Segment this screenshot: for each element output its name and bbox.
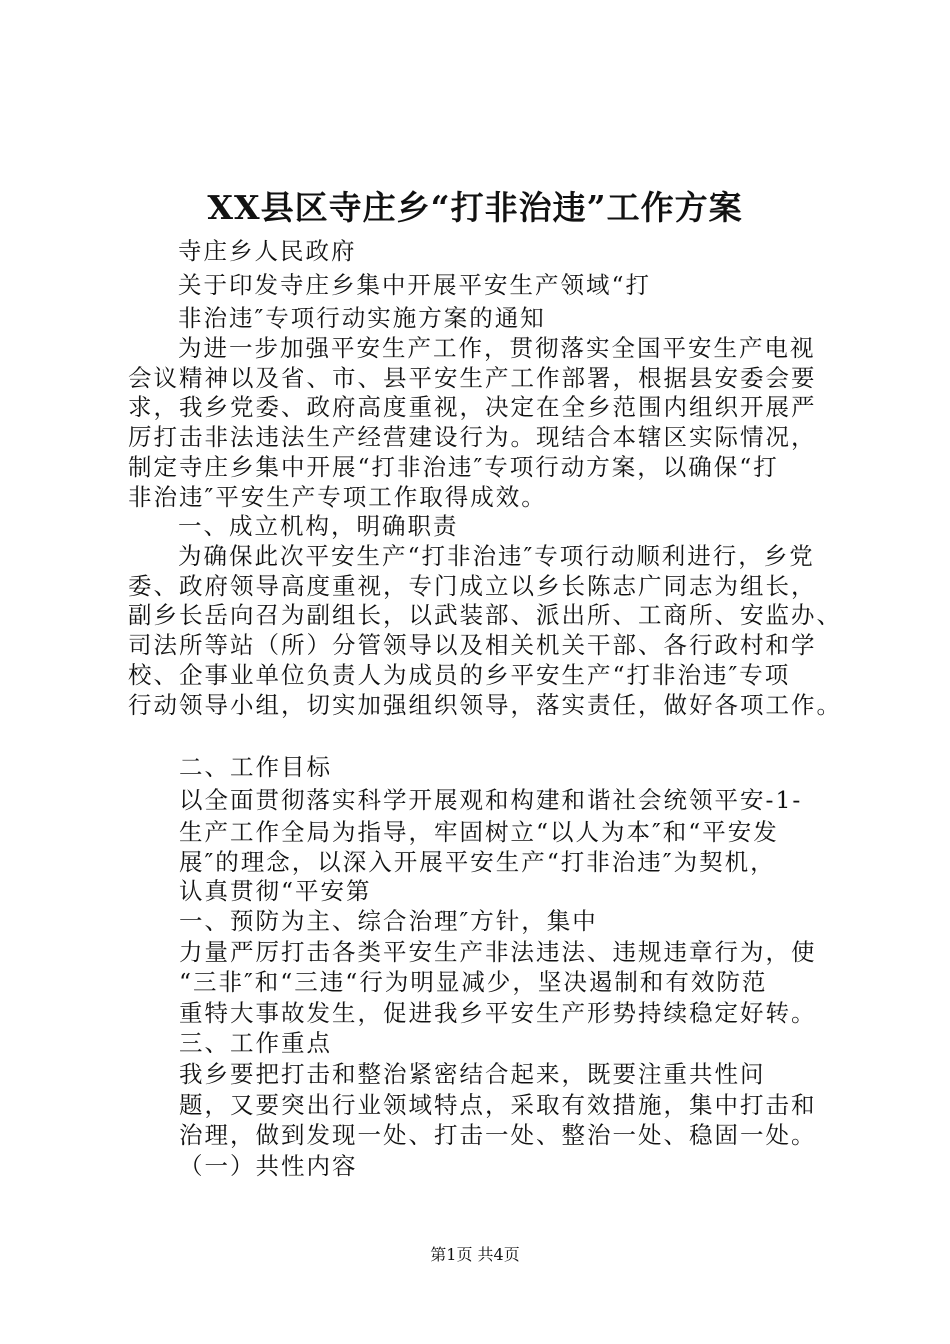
paragraph-line: 一、预防为主、综合治理″方针，集中	[179, 907, 598, 935]
issuer-line: 寺庄乡人民政府	[178, 237, 357, 265]
paragraph-line: 认真贯彻“平安第	[179, 877, 372, 905]
paragraph-line: 我乡要把打击和整治紧密结合起来，既要注重共性问	[179, 1060, 766, 1088]
paragraph-line: 制定寺庄乡集中开展“打非治违″专项行动方案，以确保“打	[128, 453, 779, 481]
paragraph-line: 求，我乡党委、政府高度重视，决定在全乡范围内组织开展严	[128, 393, 817, 421]
paragraph-line: 以全面贯彻落实科学开展观和构建和谐社会统领平安-1-	[179, 786, 803, 814]
paragraph-line: “三非″和“三违“行为明显减少，坚决遏制和有效防范	[179, 968, 768, 996]
page-number: 第1页 共4页	[430, 1245, 520, 1264]
notice-title-line: 关于印发寺庄乡集中开展平安生产领域“打	[178, 271, 652, 299]
paragraph-line: 非治违″平安生产专项工作取得成效。	[128, 483, 547, 511]
paragraph-line: 司法所等站（所）分管领导以及相关机关干部、各行政村和学	[128, 631, 817, 659]
paragraph-line: 力量严厉打击各类平安生产非法违法、违规违章行为，使	[179, 938, 817, 966]
notice-title-line: 非治违″专项行动实施方案的通知	[178, 304, 546, 332]
section-heading: 二、工作目标	[179, 753, 332, 781]
paragraph-line: 治理，做到发现一处、打击一处、整治一处、稳固一处。	[179, 1121, 817, 1149]
paragraph-line: 为进一步加强平安生产工作，贯彻落实全国平安生产电视	[178, 334, 816, 362]
paragraph-line: 生产工作全局为指导，牢固树立“以人为本″和“平安发	[179, 818, 779, 846]
paragraph-line: 题，又要突出行业领域特点，采取有效措施，集中打击和	[179, 1091, 817, 1119]
document-title: XX县区寺庄乡“打非治违”工作方案	[207, 188, 743, 227]
paragraph-line: 副乡长岳向召为副组长，以武装部、派出所、工商所、安监办、	[128, 601, 842, 629]
paragraph-line: 展″的理念，以深入开展平安生产“打非治违″为契机，	[179, 848, 776, 876]
paragraph-line: 厉打击非法违法生产经营建设行为。现结合本辖区实际情况，	[128, 423, 817, 451]
paragraph-line: 重特大事故发生，促进我乡平安生产形势持续稳定好转。	[179, 999, 817, 1027]
paragraph-line: 会议精神以及省、市、县平安生产工作部署，根据县安委会要	[128, 364, 817, 392]
section-heading: 一、成立机构，明确职责	[178, 512, 459, 540]
paragraph-line: 为确保此次平安生产“打非治违″专项行动顺利进行，乡党	[178, 542, 815, 570]
paragraph-line: 委、政府领导高度重视，专门成立以乡长陈志广同志为组长，	[128, 572, 817, 600]
paragraph-line: 校、企事业单位负责人为成员的乡平安生产“打非治违″专项	[128, 661, 791, 689]
section-heading: 三、工作重点	[179, 1029, 332, 1057]
subsection-heading: （一）共性内容	[179, 1152, 358, 1180]
paragraph-line: 行动领导小组，切实加强组织领导，落实责任，做好各项工作。	[128, 691, 842, 719]
